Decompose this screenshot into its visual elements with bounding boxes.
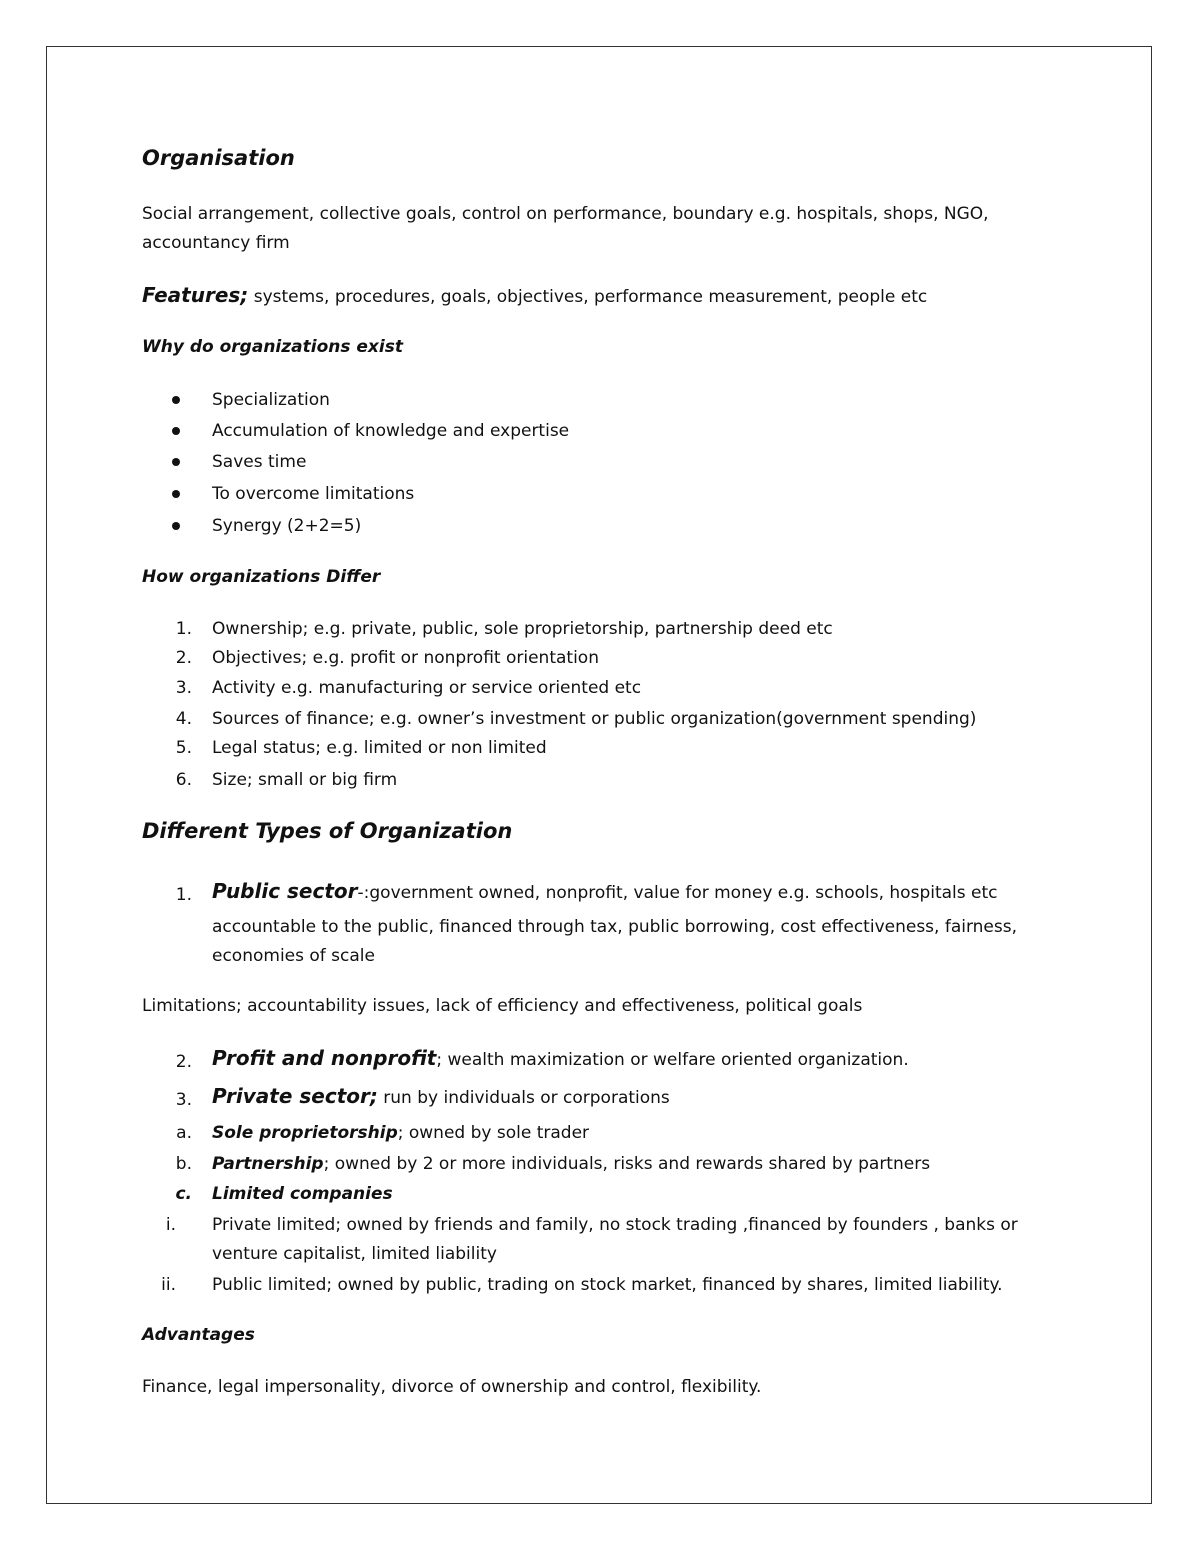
list-letter: a. xyxy=(176,1123,192,1143)
private-limited-item: Private limited; owned by friends and family, no stock trading ,financed by founders , banks or xyxy=(212,1215,1018,1235)
differ-item: Legal status; e.g. limited or non limited xyxy=(212,738,547,758)
private-sector-text: run by individuals or corporations xyxy=(377,1088,670,1108)
list-letter: b. xyxy=(175,1154,192,1174)
profit-text: ; wealth maximization or welfare oriented organization. xyxy=(436,1050,909,1070)
partnership-label: Partnership xyxy=(212,1154,324,1174)
advantages-text: Finance, legal impersonality, divorce of ownership and control, flexibility. xyxy=(142,1377,762,1397)
why-heading: Why do organizations exist xyxy=(142,337,403,357)
private-sector-item xyxy=(212,1085,670,1109)
profit-item xyxy=(212,1047,909,1071)
partnership-text: ; owned by 2 or more individuals, risks and rewards shared by partners xyxy=(323,1154,931,1174)
list-number: 5. xyxy=(175,738,192,758)
public-sector-text: -:government owned, nonprofit, value for money e.g. schools, hospitals etc xyxy=(357,883,998,903)
features-line xyxy=(142,284,927,308)
why-item: Specialization xyxy=(212,390,330,410)
why-item: Synergy (2+2=5) xyxy=(212,516,362,536)
list-roman: i. xyxy=(165,1215,176,1235)
features-label: Features; xyxy=(142,283,249,307)
differ-item: Sources of finance; e.g. owner’s investment or public organization(government spending) xyxy=(212,709,977,729)
intro-line-1: Social arrangement, collective goals, control on performance, boundary e.g. hospitals, shops, NGO, xyxy=(142,204,989,224)
differ-item: Objectives; e.g. profit or nonprofit orientation xyxy=(212,648,599,668)
public-sector-line-2: accountable to the public, financed through tax, public borrowing, cost effectiveness, fairness, xyxy=(212,917,1018,937)
differ-heading: How organizations Differ xyxy=(142,567,381,587)
sole-proprietorship-text: ; owned by sole trader xyxy=(397,1123,590,1143)
advantages-heading: Advantages xyxy=(142,1325,255,1345)
sole-proprietorship-label: Sole proprietorship xyxy=(212,1123,398,1143)
list-number: 6. xyxy=(175,770,192,790)
private-limited-line-2: venture capitalist, limited liability xyxy=(212,1244,497,1264)
intro-line-2: accountancy firm xyxy=(142,233,290,253)
bullet-icon xyxy=(172,427,180,435)
differ-item: Size; small or big firm xyxy=(212,770,398,790)
limited-companies-label: Limited companies xyxy=(212,1184,393,1204)
public-sector-line-3: economies of scale xyxy=(212,946,375,966)
public-sector-item xyxy=(212,880,998,904)
list-number: 1. xyxy=(175,619,192,639)
list-number: 3. xyxy=(175,1090,192,1110)
public-sector-label: Public sector xyxy=(212,879,358,903)
bullet-icon xyxy=(172,490,180,498)
partnership-item xyxy=(212,1153,930,1175)
list-number: 3. xyxy=(175,678,192,698)
private-sector-label: Private sector; xyxy=(212,1084,378,1108)
why-item: Accumulation of knowledge and expertise xyxy=(212,421,570,441)
types-heading: Different Types of Organization xyxy=(142,819,513,843)
list-roman: ii. xyxy=(161,1275,176,1295)
why-item: Saves time xyxy=(212,452,307,472)
list-number: 4. xyxy=(175,709,192,729)
bullet-icon xyxy=(172,396,180,404)
list-number: 2. xyxy=(175,648,192,668)
profit-label: Profit and nonprofit xyxy=(212,1046,437,1070)
list-number: 2. xyxy=(175,1052,192,1072)
bullet-icon xyxy=(172,522,180,530)
differ-item: Activity e.g. manufacturing or service oriented etc xyxy=(212,678,642,698)
public-limited-item: Public limited; owned by public, trading on stock market, financed by shares, limited liability. xyxy=(212,1275,1003,1295)
list-letter: c. xyxy=(175,1184,192,1204)
sole-proprietorship-item xyxy=(212,1122,589,1144)
features-text: systems, procedures, goals, objectives, performance measurement, people etc xyxy=(248,287,928,307)
why-item: To overcome limitations xyxy=(212,484,415,504)
page-title: Organisation xyxy=(142,146,295,170)
list-number: 1. xyxy=(175,885,192,905)
limitations-line: Limitations; accountability issues, lack of efficiency and effectiveness, political goals xyxy=(142,996,863,1016)
differ-item: Ownership; e.g. private, public, sole proprietorship, partnership deed etc xyxy=(212,619,833,639)
bullet-icon xyxy=(172,458,180,466)
